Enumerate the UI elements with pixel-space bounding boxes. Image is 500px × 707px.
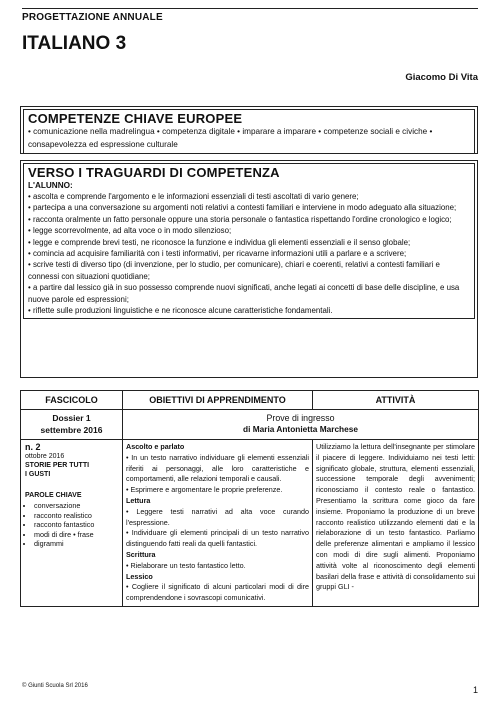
document-author: Giacomo Di Vita xyxy=(405,72,478,83)
copyright-footer: © Giunti Scuola Srl 2016 xyxy=(22,683,88,689)
obiettivi-cell xyxy=(123,440,313,607)
obiettivo-section-heading: Lessico xyxy=(126,571,153,581)
document-kicker: PROGETTAZIONE ANNUALE xyxy=(22,12,163,23)
keywords-list xyxy=(25,501,118,549)
traguardi-heading: VERSO I TRAGUARDI DI COMPETENZA xyxy=(28,165,280,180)
competenze-heading: COMPETENZE CHIAVE EUROPEE xyxy=(28,111,243,126)
traguardo-item: • legge scorrevolmente, ad alta voce o in modo silenzioso; xyxy=(28,226,232,236)
competenze-text: • comunicazione nella madrelingua • competenza digitale • imparare a imparare • competenze sociali e civiche • consapevolezza ed espressione culturale xyxy=(28,127,433,149)
keyword-item: • modi di dire • frase xyxy=(34,530,118,540)
column-header-obiettivi: OBIETTIVI DI APPRENDIMENTO xyxy=(123,391,313,410)
table-row xyxy=(21,410,479,440)
obiettivo-item: • In un testo narrativo individuare gli elementi essenziali riferiti ai personaggi, alle loro caratteristiche e comportamenti, alle relazioni temporali e causali. xyxy=(126,452,309,484)
keyword-item: • racconto realistico xyxy=(34,511,118,521)
table-header-row xyxy=(21,391,479,410)
prove-title: Prove di ingresso xyxy=(266,413,335,423)
keyword-item: • racconto fantastico xyxy=(34,520,118,530)
fascicolo-cell xyxy=(21,440,123,607)
page-number: 1 xyxy=(472,685,478,695)
keyword-item: • digrammi xyxy=(34,539,118,549)
obiettivo-section-heading: Scrittura xyxy=(126,549,156,559)
obiettivo-section-heading: Ascolto e parlato xyxy=(126,442,185,451)
dossier-title: Dossier 1 xyxy=(52,413,91,423)
column-header-fascicolo: FASCICOLO xyxy=(21,391,123,410)
traguardo-item: • racconta oralmente un fatto personale oppure una storia personale o fantastica rispettando l'ordine cronologico e logico; xyxy=(28,214,452,224)
traguardi-box xyxy=(20,160,478,378)
traguardi-subject: L'ALUNNO: xyxy=(28,181,73,190)
traguardo-item: • a partire dal lessico già in suo possesso comprende nuovi significati, anche legati ai concetti di base delle discipline, e usa nuove parole ed espressioni; xyxy=(28,283,460,304)
fascicolo-topic: I GUSTI xyxy=(25,471,51,478)
obiettivo-item: • Leggere testi narrativi ad alta voce curando l'espressione. xyxy=(126,506,309,527)
planning-table xyxy=(20,390,479,607)
traguardo-item: • riflette sulle produzioni linguistiche e ne riconosce alcune caratteristiche fondamentali. xyxy=(28,306,333,316)
dossier-date: settembre 2016 xyxy=(40,425,103,435)
fascicolo-number: n. 2 xyxy=(25,442,41,452)
keywords-label: PAROLE CHIAVE xyxy=(25,492,82,499)
fascicolo-topic: STORIE PER TUTTI xyxy=(25,462,90,469)
obiettivo-item: • Esprimere e argomentare le proprie preferenze. xyxy=(126,485,283,495)
traguardo-item: • legge e comprende brevi testi, ne riconosce la funzione e individua gli elementi essenziali e il senso globale; xyxy=(28,237,411,247)
obiettivo-item: • Individuare gli elementi principali di un testo narrativo distinguendo fatti reali da quelli fantastici. xyxy=(126,528,309,549)
traguardo-item: • partecipa a una conversazione su argomenti noti relativi a contesti familiari e interviene in modo adeguato alla situazione; xyxy=(28,203,457,213)
obiettivo-item: • Rielaborare un testo fantastico letto. xyxy=(126,560,246,570)
traguardo-item: • ascolta e comprende l'argomento e le informazioni essenziali di testi ascoltati di vario genere; xyxy=(28,192,359,201)
attivita-cell xyxy=(313,440,479,607)
header-rule xyxy=(22,8,478,9)
fascicolo-date: ottobre 2016 xyxy=(25,453,65,460)
competenze-box xyxy=(20,106,478,154)
table-row xyxy=(21,440,479,607)
keyword-item: • conversazione xyxy=(34,501,118,511)
traguardo-item: • scrive testi di diverso tipo (di invenzione, per lo studio, per comunicare), chiari e coerenti, relativi a contesti familiari e connessi con situazioni quotidiane; xyxy=(28,260,440,281)
traguardo-item: • comincia ad acquisire familiarità con i testi informativi, per ricavarne informazioni utili a parlare e a scrivere; xyxy=(28,249,407,259)
dossier-cell xyxy=(21,410,123,440)
document-title: ITALIANO 3 xyxy=(22,33,127,54)
prove-author: di Maria Antonietta Marchese xyxy=(243,424,358,434)
prove-cell xyxy=(123,410,479,440)
column-header-attivita: ATTIVITÀ xyxy=(313,391,479,410)
obiettivo-section-heading: Lettura xyxy=(126,495,151,505)
obiettivo-item: • Cogliere il significato di alcuni particolari modi di dire comprendendone i sovrascopi comunicativi. xyxy=(126,582,309,603)
attivita-text: Utilizziamo la lettura dell'insegnante per stimolare il piacere di leggere. Individuiamo nei testi letti: significato globale, struttura, elementi essenziali, successione temporale degli avvenimenti; riconosciamo il contesto reale o fantastico. Presentiamo la scrittura come gioco da fare insieme. Proponiamo la produzione di un breve racconto realistico utilizzando elementi dati e la rielaborazione di un testo fantastico. Parliamo delle preferenze alimentari e ampliamo il lessico con modi di dire sugli alimenti. Proponiamo attività volte al riconoscimento degli elementi basilari della frase e attività di consolidamento sui gruppi GLI - xyxy=(316,442,475,592)
